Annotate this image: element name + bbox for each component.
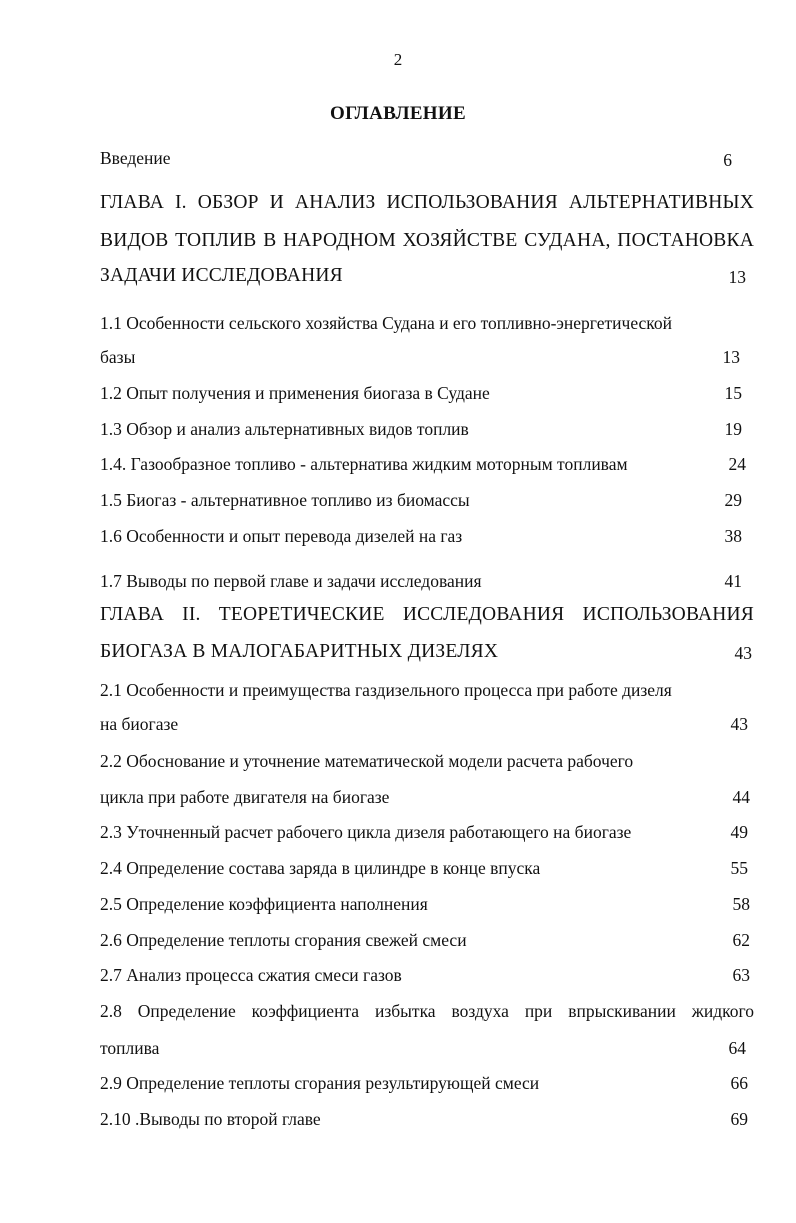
page-number: 2 bbox=[393, 50, 403, 69]
toc-entry-page: 38 bbox=[724, 526, 742, 546]
toc-entry-text: 1.1 Особенности сельского хозяйства Судана и его топливно-энергетической bbox=[100, 313, 673, 333]
toc-entry-page: 41 bbox=[724, 571, 742, 591]
toc-entry-text: Введение bbox=[100, 148, 171, 168]
toc-entry-page: 63 bbox=[732, 965, 750, 985]
toc-entry-page: 6 bbox=[723, 150, 732, 170]
toc-entry-text: 2.10 .Выводы по второй главе bbox=[100, 1109, 321, 1129]
toc-entry-text: топлива bbox=[100, 1038, 160, 1058]
toc-entry-page: 64 bbox=[728, 1038, 746, 1058]
toc-title: ОГЛАВЛЕНИЕ bbox=[330, 103, 466, 124]
toc-entry-text: 2.2 Обоснование и уточнение математической модели расчета рабочего bbox=[100, 751, 634, 771]
toc-entry-text: 1.6 Особенности и опыт перевода дизелей на газ bbox=[100, 526, 463, 546]
chapter-title-line: ГЛАВА I. ОБЗОР И АНАЛИЗ ИСПОЛЬЗОВАНИЯ АЛЬТЕРНАТИВНЫХ bbox=[100, 192, 754, 213]
toc-entry-text: на биогазе bbox=[100, 714, 179, 734]
toc-entry-page: 43 bbox=[730, 714, 748, 734]
toc-entry-text: 2.5 Определение коэффициента наполнения bbox=[100, 894, 428, 914]
toc-entry-text: 2.9 Определение теплоты сгорания результирующей смеси bbox=[100, 1073, 540, 1093]
toc-entry-text: 2.8 Определение коэффициента избытка воздуха при впрыскивании жидкого bbox=[100, 1001, 754, 1021]
toc-entry-page: 24 bbox=[728, 454, 746, 474]
chapter-title-line: ГЛАВА II. ТЕОРЕТИЧЕСКИЕ ИССЛЕДОВАНИЯ ИСПОЛЬЗОВАНИЯ bbox=[100, 604, 754, 625]
toc-entry-page: 19 bbox=[724, 419, 742, 439]
toc-entry-text: цикла при работе двигателя на биогазе bbox=[100, 787, 390, 807]
toc-entry-text: 1.5 Биогаз - альтернативное топливо из биомассы bbox=[100, 490, 470, 510]
toc-entry-text: 2.6 Определение теплоты сгорания свежей смеси bbox=[100, 930, 467, 950]
toc-entry-page: 49 bbox=[730, 822, 748, 842]
toc-entry-page: 13 bbox=[722, 347, 740, 367]
toc-entry-page: 43 bbox=[734, 643, 752, 663]
toc-entry-text: 1.7 Выводы по первой главе и задачи исследования bbox=[100, 571, 482, 591]
chapter-title-line: ЗАДАЧИ ИССЛЕДОВАНИЯ bbox=[100, 265, 343, 286]
toc-entry-text: 1.2 Опыт получения и применения биогаза в Судане bbox=[100, 383, 490, 403]
toc-entry-text: базы bbox=[100, 347, 136, 367]
toc-entry-page: 62 bbox=[732, 930, 750, 950]
toc-entry-text: 2.1 Особенности и преимущества газдизельного процесса при работе дизеля bbox=[100, 680, 672, 700]
toc-entry-text: 1.4. Газообразное топливо - альтернатива жидким моторным топливам bbox=[100, 454, 628, 474]
toc-entry-page: 58 bbox=[732, 894, 750, 914]
toc-entry-text: 2.3 Уточненный расчет рабочего цикла дизеля работающего на биогазе bbox=[100, 822, 632, 842]
chapter-title-line: ВИДОВ ТОПЛИВ В НАРОДНОМ ХОЗЯЙСТВЕ СУДАНА, ПОСТАНОВКА bbox=[100, 230, 754, 251]
toc-entry-page: 15 bbox=[724, 383, 742, 403]
toc-entry-page: 13 bbox=[728, 267, 746, 287]
chapter-title-line: БИОГАЗА В МАЛОГАБАРИТНЫХ ДИЗЕЛЯХ bbox=[100, 641, 499, 662]
toc-entry-page: 69 bbox=[730, 1109, 748, 1129]
toc-entry-text: 2.7 Анализ процесса сжатия смеси газов bbox=[100, 965, 402, 985]
toc-entry-text: 2.4 Определение состава заряда в цилиндре в конце впуска bbox=[100, 858, 541, 878]
toc-entry-page: 66 bbox=[730, 1073, 748, 1093]
toc-entry-page: 55 bbox=[730, 858, 748, 878]
toc-entry-page: 29 bbox=[724, 490, 742, 510]
toc-entry-text: 1.3 Обзор и анализ альтернативных видов топлив bbox=[100, 419, 469, 439]
toc-entry-page: 44 bbox=[732, 787, 750, 807]
